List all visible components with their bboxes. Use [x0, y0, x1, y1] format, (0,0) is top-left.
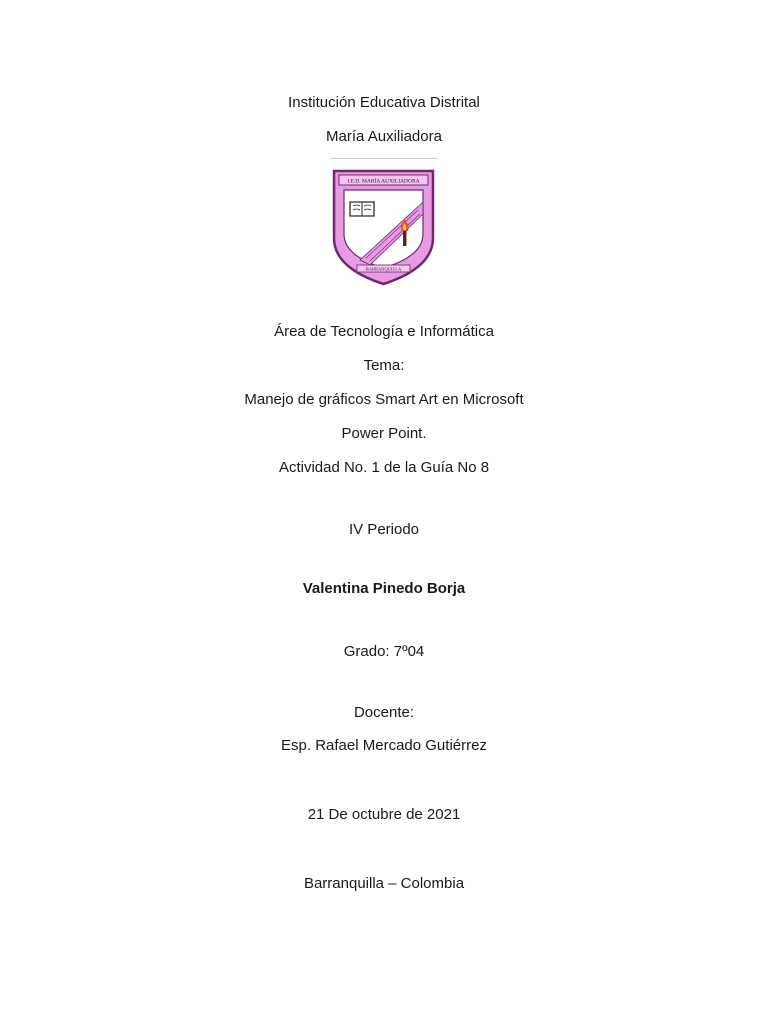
topic-line-1: Manejo de gráficos Smart Art en Microsoft: [244, 391, 524, 408]
student-name: Valentina Pinedo Borja: [302, 580, 466, 597]
crest-top-banner: I.E.D. MARÍA AUXILIADORA: [347, 178, 420, 185]
subject-area: Área de Tecnología e Informática: [274, 323, 494, 340]
location-line: Barranquilla – Colombia: [303, 875, 465, 892]
institution-subtitle: María Auxiliadora: [326, 128, 442, 145]
topic-label: Tema:: [363, 357, 405, 374]
institution-name: Institución Educativa Distrital: [288, 94, 480, 111]
date-line: 21 De octubre de 2021: [307, 806, 461, 823]
topic-line-2: Power Point.: [341, 425, 427, 442]
crest-bottom-banner: BARRANQUILLA: [365, 266, 402, 272]
period-line: IV Periodo: [348, 521, 420, 538]
grade-line: Grado: 7º04: [343, 643, 425, 660]
header-divider: [331, 158, 437, 159]
school-crest-icon: [330, 168, 437, 286]
activity-line: Actividad No. 1 de la Guía No 8: [278, 459, 490, 476]
teacher-name: Esp. Rafael Mercado Gutiérrez: [281, 737, 487, 754]
teacher-label: Docente:: [353, 704, 415, 721]
